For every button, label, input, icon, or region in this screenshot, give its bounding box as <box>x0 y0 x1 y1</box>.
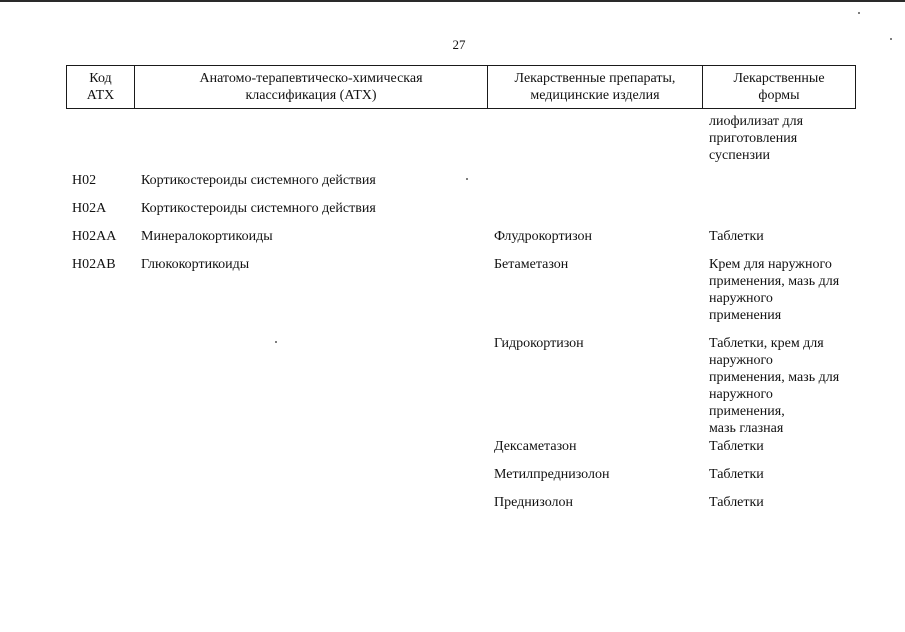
row-2-name: Кортикостероиды системного действия <box>141 201 376 216</box>
row-8-drug: Преднизолон <box>494 495 573 510</box>
scan-speck <box>858 12 860 14</box>
row-3-name: Минералокортикоиды <box>141 229 273 244</box>
row-0-form: лиофилизат для приготовления суспензии <box>709 114 804 163</box>
top-border-line <box>0 0 905 2</box>
row-6-form: Таблетки <box>709 439 764 454</box>
row-4-code: H02AB <box>72 257 116 272</box>
row-8-form: Таблетки <box>709 495 764 510</box>
row-2-code: H02A <box>72 201 107 216</box>
table-header <box>66 65 856 109</box>
row-7-drug: Метилпреднизолон <box>494 467 610 482</box>
row-1-name: Кортикостероиды системного действия <box>141 173 376 188</box>
page-number: 27 <box>452 37 466 52</box>
scan-speck <box>275 341 277 343</box>
row-3-drug: Флудрокортизон <box>494 229 593 244</box>
header-classification: Анатомо-терапевтическо-химическая классификация (АТХ) <box>135 66 488 108</box>
header-drugs: Лекарственные препараты, медицинские изделия <box>488 66 703 108</box>
row-3-code: H02AA <box>72 229 117 244</box>
row-4-drug: Бетаметазон <box>494 257 569 272</box>
scan-speck <box>466 178 468 180</box>
row-5-drug: Гидрокортизон <box>494 336 584 351</box>
row-3-form: Таблетки <box>709 229 764 244</box>
row-4-name: Глюкокортикоиды <box>141 257 250 272</box>
row-6-drug: Дексаметазон <box>494 439 577 454</box>
header-code: Код АТХ <box>67 66 135 108</box>
row-7-form: Таблетки <box>709 467 764 482</box>
row-5-form: Таблетки, крем для наружного применения, мазь для наружного применения, мазь глазная <box>709 336 840 436</box>
header-forms: Лекарственные формы <box>733 71 825 103</box>
row-1-code: H02 <box>72 173 97 188</box>
row-4-form: Крем для наружного применения, мазь для наружного применения <box>709 257 840 323</box>
